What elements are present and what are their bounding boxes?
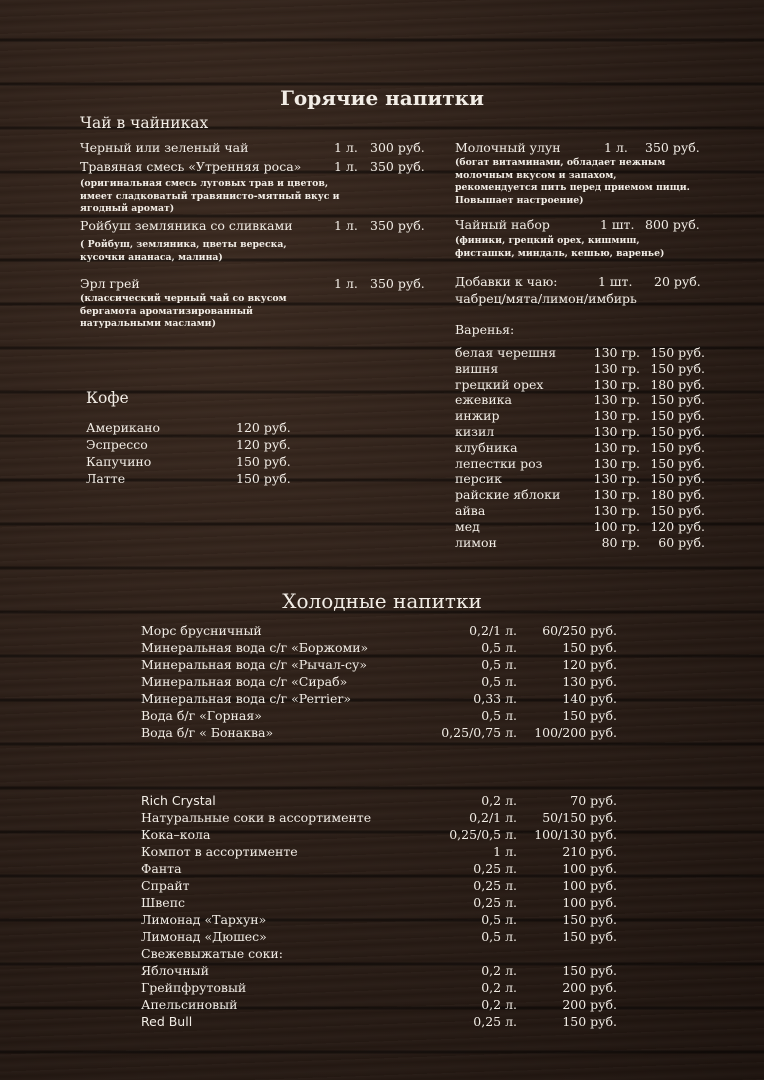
- cold-drink-price: 150 руб.: [562, 640, 617, 655]
- tea-item-volume: 1 шт.: [600, 217, 635, 232]
- cold-drink-price: 100 руб.: [562, 878, 617, 893]
- tea-additions-label: Добавки к чаю:: [455, 274, 558, 289]
- cold-drink-name: Вода б/г « Бонаква»: [141, 725, 274, 740]
- cold-drink-row: [141, 997, 621, 1014]
- jam-weight: 130 гр.: [593, 439, 640, 455]
- cold-drink-volume: 0,5 л.: [481, 929, 517, 944]
- coffee-price: 150 руб.: [236, 454, 291, 469]
- cold-drinks-title: Холодные напитки: [282, 589, 482, 613]
- jam-weight: 100 гр.: [593, 518, 640, 534]
- cold-drink-name: Яблочный: [141, 963, 209, 978]
- jam-row: [455, 345, 705, 361]
- tea-item-note: (богат витаминами, обладает нежным молочным вкусом и запахом, рекомендуется пить перед приемом пищи. Повышает настроение): [455, 157, 690, 206]
- cold-drink-row: [141, 725, 621, 742]
- cold-drink-price: 60/250 руб.: [542, 623, 617, 638]
- coffee-name: Американо: [86, 420, 161, 435]
- cold-drinks-list-2: [141, 793, 621, 1031]
- tea-item-note: (оригинальная смесь луговых трав и цветов, имеет сладковатый травянисто-мятный вкус и ягодный аромат): [80, 178, 340, 214]
- jam-price: 180 руб.: [650, 487, 705, 503]
- cold-drink-row: [141, 623, 621, 640]
- tea-item-note: ( Ройбуш, земляника, цветы вереска, кусочки ананаса, малина): [80, 239, 287, 263]
- tea-item-price: 350 руб.: [370, 218, 425, 233]
- cold-drink-name: Лимонад «Тархун»: [141, 912, 267, 927]
- coffee-price: 120 руб.: [236, 437, 291, 452]
- jam-row: [455, 487, 705, 503]
- cold-drink-volume: 0,2 л.: [481, 997, 517, 1012]
- cold-drink-price: 150 руб.: [562, 912, 617, 927]
- cold-drink-price: 140 руб.: [562, 691, 617, 706]
- cold-drink-name: Швепс: [141, 895, 186, 910]
- jam-weight: 130 гр.: [593, 502, 640, 518]
- tea-item-name: Ройбуш земляника со сливками: [80, 218, 293, 233]
- cold-drink-price: 150 руб.: [562, 1014, 617, 1029]
- cold-drink-volume: 0,25 л.: [473, 895, 517, 910]
- tea-item-note: (классический черный чай со вкусом бергамота ароматизированный натуральными маслами): [80, 293, 287, 329]
- coffee-name: Латте: [86, 471, 126, 486]
- jam-row: [455, 535, 705, 551]
- cold-drink-volume: 0,2/1 л.: [469, 623, 517, 638]
- jam-weight: 130 гр.: [593, 392, 640, 408]
- cold-drink-volume: 0,25/0,75 л.: [441, 725, 517, 740]
- cold-drink-price: 150 руб.: [562, 963, 617, 978]
- coffee-price: 120 руб.: [236, 420, 291, 435]
- cold-drink-name: Минеральная вода с/г «Сираб»: [141, 674, 348, 689]
- cold-drink-row: [141, 980, 621, 997]
- cold-drink-name: Фанта: [141, 861, 182, 876]
- coffee-name: Капучино: [86, 454, 152, 469]
- jam-list: [455, 345, 705, 550]
- jam-name: ежевика: [455, 392, 512, 408]
- cold-drink-name: Кока–кола: [141, 827, 211, 842]
- jam-name: лепестки роз: [455, 455, 543, 471]
- jam-weight: 130 гр.: [593, 408, 640, 424]
- cold-drink-price: 150 руб.: [562, 929, 617, 944]
- tea-item-volume: 1 л.: [604, 140, 628, 155]
- jam-name: райские яблоки: [455, 487, 561, 503]
- cold-drink-row: [141, 640, 621, 657]
- jam-weight: 130 гр.: [593, 360, 640, 376]
- jam-name: клубника: [455, 439, 518, 455]
- jam-name: мед: [455, 518, 480, 534]
- cold-drink-price: 100/130 руб.: [534, 827, 617, 842]
- jam-row: [455, 377, 705, 393]
- tea-additions-unit: 1 шт.: [598, 274, 633, 289]
- jam-price: 150 руб.: [650, 455, 705, 471]
- tea-item-volume: 1 л.: [334, 218, 358, 233]
- tea-item-note: (финики, грецкий орех, кишмиш, фисташки, миндаль, кешью, варенье): [455, 235, 665, 259]
- cold-drink-volume: 0,25 л.: [473, 861, 517, 876]
- cold-drink-volume: 0,25 л.: [473, 1014, 517, 1029]
- tea-item-price: 300 руб.: [370, 140, 425, 155]
- jam-row: [455, 424, 705, 440]
- cold-drink-row: [141, 674, 621, 691]
- jam-row: [455, 519, 705, 535]
- cold-drink-row: [141, 708, 621, 725]
- jam-name: белая черешня: [455, 345, 557, 360]
- cold-drink-row: [141, 691, 621, 708]
- cold-drinks-list-1: [141, 623, 621, 742]
- cold-drink-price: 100/200 руб.: [534, 725, 617, 740]
- cold-drink-volume: 0,5 л.: [481, 657, 517, 672]
- tea-item-price: 350 руб.: [370, 159, 425, 174]
- jam-name: кизил: [455, 423, 495, 439]
- jam-price: 60 руб.: [658, 534, 705, 550]
- cold-drink-name: Rich Crystal: [141, 793, 216, 808]
- jam-row: [455, 440, 705, 456]
- cold-drink-name: Натуральные соки в ассортименте: [141, 810, 372, 825]
- coffee-section-title: Кофе: [86, 389, 129, 407]
- hot-drinks-title: Горячие напитки: [280, 86, 484, 110]
- cold-drink-price: 50/150 руб.: [542, 810, 617, 825]
- cold-drink-name: Минеральная вода с/г «Perrier»: [141, 691, 351, 706]
- cold-drink-row: [141, 1014, 621, 1031]
- jam-price: 150 руб.: [650, 408, 705, 424]
- tea-item-volume: 1 л.: [334, 159, 358, 174]
- cold-drink-name: Минеральная вода с/г «Рычал-су»: [141, 657, 368, 672]
- cold-drink-row: [141, 878, 621, 895]
- tea-item-price: 350 руб.: [370, 276, 425, 291]
- jam-price: 150 руб.: [650, 471, 705, 487]
- jam-price: 180 руб.: [650, 376, 705, 392]
- jam-row: [455, 408, 705, 424]
- jam-price: 120 руб.: [650, 518, 705, 534]
- jam-weight: 80 гр.: [601, 534, 640, 550]
- tea-additions-list: чабрец/мята/лимон/имбирь: [455, 291, 637, 306]
- jam-weight: 130 гр.: [593, 376, 640, 392]
- cold-drink-row: [141, 912, 621, 929]
- cold-drink-row: [141, 929, 621, 946]
- jam-weight: 130 гр.: [593, 345, 640, 360]
- cold-drink-price: 100 руб.: [562, 861, 617, 876]
- cold-drink-row: [141, 810, 621, 827]
- cold-drink-row: [141, 844, 621, 861]
- jam-price: 150 руб.: [650, 502, 705, 518]
- jam-price: 150 руб.: [650, 423, 705, 439]
- tea-additions-price: 20 руб.: [654, 274, 701, 289]
- cold-drink-name: Свежевыжатые соки:: [141, 946, 283, 961]
- coffee-row: [86, 454, 296, 471]
- cold-drink-name: Минеральная вода с/г «Боржоми»: [141, 640, 369, 655]
- coffee-price: 150 руб.: [236, 471, 291, 486]
- cold-drink-row: [141, 861, 621, 878]
- jam-row: [455, 471, 705, 487]
- tea-item-price: 350 руб.: [645, 140, 700, 155]
- cold-drink-volume: 0,5 л.: [481, 912, 517, 927]
- cold-drink-volume: 0,5 л.: [481, 674, 517, 689]
- coffee-name: Эспрессо: [86, 437, 148, 452]
- tea-item-name: Черный или зеленый чай: [80, 140, 249, 155]
- cold-drink-price: 210 руб.: [562, 844, 617, 859]
- jam-name: айва: [455, 502, 486, 518]
- jam-name: инжир: [455, 408, 500, 424]
- cold-drink-volume: 1 л.: [493, 844, 517, 859]
- tea-item-name: Травяная смесь «Утренняя роса»: [80, 159, 302, 174]
- jam-name: персик: [455, 471, 502, 487]
- jam-name: грецкий орех: [455, 376, 544, 392]
- jam-weight: 130 гр.: [593, 471, 640, 487]
- cold-drink-volume: 0,5 л.: [481, 708, 517, 723]
- cold-drink-row: [141, 657, 621, 674]
- tea-section-title: Чай в чайниках: [80, 114, 209, 132]
- cold-drink-price: 70 руб.: [570, 793, 617, 808]
- jam-price: 150 руб.: [650, 392, 705, 408]
- cold-drink-name: Red Bull: [141, 1014, 193, 1029]
- cold-drink-name: Спрайт: [141, 878, 190, 893]
- coffee-row: [86, 437, 296, 454]
- tea-item-volume: 1 л.: [334, 140, 358, 155]
- jam-price: 150 руб.: [650, 439, 705, 455]
- cold-drink-name: Лимонад «Дюшес»: [141, 929, 267, 944]
- jam-row: [455, 456, 705, 472]
- cold-drink-name: Морс брусничный: [141, 623, 262, 638]
- cold-drink-row: [141, 895, 621, 912]
- cold-drink-volume: 0,2 л.: [481, 963, 517, 978]
- jam-price: 150 руб.: [650, 360, 705, 376]
- cold-drink-volume: 0,33 л.: [473, 691, 517, 706]
- cold-drink-row: [141, 963, 621, 980]
- jam-row: [455, 392, 705, 408]
- cold-drink-price: 130 руб.: [562, 674, 617, 689]
- coffee-row: [86, 471, 296, 488]
- cold-drink-price: 200 руб.: [562, 980, 617, 995]
- cold-drink-volume: 0,25/0,5 л.: [449, 827, 517, 842]
- jam-name: лимон: [455, 534, 497, 550]
- cold-drink-volume: 0,2 л.: [481, 793, 517, 808]
- cold-drink-name: Грейпфрутовый: [141, 980, 247, 995]
- jam-section-title: Варенья:: [455, 322, 515, 337]
- cold-drink-volume: 0,2/1 л.: [469, 810, 517, 825]
- jam-weight: 130 гр.: [593, 455, 640, 471]
- cold-drink-volume: 0,25 л.: [473, 878, 517, 893]
- jam-name: вишня: [455, 360, 499, 376]
- tea-item-volume: 1 л.: [334, 276, 358, 291]
- cold-drink-name: Апельсиновый: [141, 997, 238, 1012]
- cold-drink-row: [141, 793, 621, 810]
- jam-weight: 130 гр.: [593, 487, 640, 503]
- cold-drink-price: 200 руб.: [562, 997, 617, 1012]
- cold-drink-price: 100 руб.: [562, 895, 617, 910]
- tea-item-name: Чайный набор: [455, 217, 550, 232]
- tea-item-name: Эрл грей: [80, 276, 140, 291]
- tea-item-price: 800 руб.: [645, 217, 700, 232]
- jam-weight: 130 гр.: [593, 423, 640, 439]
- cold-drink-price: 150 руб.: [562, 708, 617, 723]
- jam-row: [455, 361, 705, 377]
- cold-drink-volume: 0,5 л.: [481, 640, 517, 655]
- coffee-list: [86, 420, 296, 488]
- cold-drink-row: [141, 946, 621, 963]
- jam-row: [455, 503, 705, 519]
- tea-item-name: Молочный улун: [455, 140, 561, 155]
- cold-drink-row: [141, 827, 621, 844]
- cold-drink-name: Вода б/г «Горная»: [141, 708, 262, 723]
- jam-price: 150 руб.: [650, 345, 705, 360]
- cold-drink-price: 120 руб.: [562, 657, 617, 672]
- cold-drink-volume: 0,2 л.: [481, 980, 517, 995]
- coffee-row: [86, 420, 296, 437]
- cold-drink-name: Компот в ассортименте: [141, 844, 298, 859]
